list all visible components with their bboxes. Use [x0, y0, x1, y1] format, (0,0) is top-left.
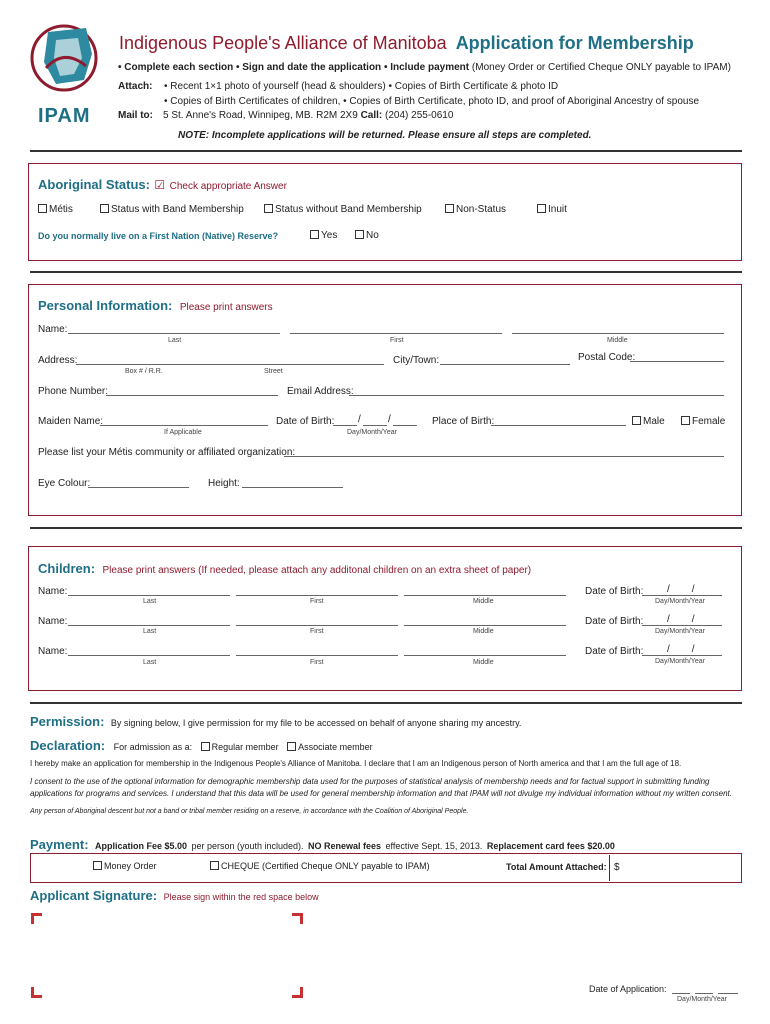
- child-1-last-field[interactable]: [68, 595, 230, 596]
- signature-title-line: [30, 887, 319, 905]
- child-dob-label: Date of Birth:: [585, 586, 644, 597]
- option-label: Non-Status: [456, 204, 507, 215]
- child-2-middle-field[interactable]: [404, 625, 566, 626]
- divider: [30, 527, 742, 529]
- dob-slashes: //: [667, 614, 717, 625]
- fee-amount: Application Fee $5.00: [94, 841, 188, 851]
- ipam-logo: [26, 18, 106, 128]
- corner-mark: [292, 987, 303, 998]
- replacement-fee: Replacement card fees $20.00: [486, 841, 615, 851]
- checkbox[interactable]: [537, 204, 546, 213]
- dollar-sign: $: [614, 862, 620, 873]
- checkbox[interactable]: [310, 230, 319, 239]
- dmy-caption: Day/Month/Year: [347, 429, 397, 436]
- permission-line: [30, 713, 521, 731]
- status-option-without-band[interactable]: [264, 204, 422, 215]
- middle-name-field[interactable]: [512, 333, 724, 334]
- city-field[interactable]: [440, 364, 570, 365]
- child-dob-label: Date of Birth:: [585, 616, 644, 627]
- gender-female[interactable]: [681, 416, 725, 427]
- child-3-first-field[interactable]: [236, 655, 398, 656]
- last-caption: Last: [143, 659, 157, 666]
- eye-colour-label: Eye Colour:: [38, 478, 91, 489]
- corner-mark: [292, 913, 303, 924]
- checkbox[interactable]: [681, 416, 690, 425]
- checkbox[interactable]: [100, 204, 109, 213]
- declaration-statement: I hereby make an application for membership in the Indigenous People's Alliance of Manitoba. I declare that I am an Indigenous person of North america and that I am the full age of 18.: [30, 759, 682, 768]
- dob-slash: /: [358, 414, 361, 425]
- last-caption: Last: [143, 628, 157, 635]
- logo-emblem-icon: [26, 18, 106, 98]
- application-month-field[interactable]: [695, 993, 713, 994]
- street-caption: Street: [264, 368, 283, 375]
- child-2-first-field[interactable]: [236, 625, 398, 626]
- page-title: [119, 33, 694, 54]
- incomplete-note: NOTE: Incomplete applications will be returned. Please ensure all steps are completed.: [178, 130, 592, 141]
- child-1-middle-field[interactable]: [404, 595, 566, 596]
- checkbox[interactable]: [38, 204, 47, 213]
- dob-slash: /: [388, 414, 391, 425]
- application-date-label: Date of Application:: [589, 984, 667, 994]
- option-label: Regular member: [211, 742, 279, 752]
- status-option-inuit[interactable]: [537, 204, 567, 215]
- status-option-with-band[interactable]: [100, 204, 244, 215]
- pob-field[interactable]: [491, 425, 626, 426]
- if-applicable-caption: If Applicable: [164, 429, 202, 436]
- option-label: Inuit: [548, 204, 567, 215]
- option-label: Money Order: [104, 861, 157, 871]
- metis-community-field[interactable]: [284, 456, 724, 457]
- corner-mark: [31, 913, 42, 924]
- postal-code-field[interactable]: [630, 361, 724, 362]
- dmy-caption: Day/Month/Year: [655, 598, 705, 605]
- city-label: City/Town:: [393, 355, 440, 366]
- dob-month-field[interactable]: [363, 425, 387, 426]
- pob-label: Place of Birth:: [432, 416, 495, 427]
- payment-title: Payment:: [30, 837, 89, 852]
- attach-item-1: • Recent 1×1 photo of yourself (head & shoulders) • Copies of Birth Certificate & photo ID: [164, 81, 559, 92]
- name-label: Name:: [38, 324, 68, 335]
- option-label: Associate member: [298, 742, 373, 752]
- first-caption: First: [310, 598, 324, 605]
- form-title: Application for Membership: [455, 33, 694, 53]
- attach-label: Attach:: [118, 81, 153, 92]
- children-title: Children:: [38, 561, 96, 576]
- child-dob-label: Date of Birth:: [585, 646, 644, 657]
- signature-title: Applicant Signature:: [30, 888, 158, 903]
- first-name-field[interactable]: [290, 333, 502, 334]
- personal-title-line: [38, 297, 273, 315]
- renewal-detail: effective Sept. 15, 2013.: [385, 841, 483, 851]
- option-label: Status without Band Membership: [275, 204, 422, 215]
- personal-title: Personal Information:: [38, 298, 173, 313]
- dob-year-field[interactable]: [393, 425, 417, 426]
- metis-community-label: Please list your Métis community or affiliated organization:: [38, 447, 296, 458]
- first-caption: First: [390, 337, 404, 344]
- payment-line: [30, 836, 615, 854]
- org-name: Indigenous People's Alliance of Manitoba: [119, 33, 447, 53]
- divider: [30, 150, 742, 152]
- child-1-first-field[interactable]: [236, 595, 398, 596]
- permission-title: Permission:: [30, 714, 105, 729]
- mail-address: 5 St. Anne's Road, Winnipeg, MB. R2M 2X9: [163, 110, 358, 121]
- option-label: Métis: [49, 204, 73, 215]
- children-title-line: [38, 560, 531, 578]
- aboriginal-hint: Check appropriate Answer: [169, 181, 287, 192]
- renewal-fee: NO Renewal fees: [308, 841, 382, 851]
- postal-label: Postal Code:: [578, 352, 636, 363]
- checkbox[interactable]: [93, 861, 102, 870]
- divider: [30, 271, 742, 273]
- phone-field[interactable]: [106, 395, 278, 396]
- membership-associate[interactable]: [287, 742, 373, 752]
- maiden-name-field[interactable]: [100, 425, 268, 426]
- middle-caption: Middle: [473, 598, 494, 605]
- first-caption: First: [310, 628, 324, 635]
- permission-text: By signing below, I give permission for my file to be accessed on behalf of anyone sharing my ancestry.: [110, 718, 522, 728]
- divider: [30, 702, 742, 704]
- checkbox[interactable]: [355, 230, 364, 239]
- declaration-title: Declaration:: [30, 738, 106, 753]
- reserve-yes[interactable]: [310, 230, 337, 241]
- checkbox[interactable]: [287, 742, 296, 751]
- check-icon: ☑: [154, 178, 166, 192]
- dob-label: Date of Birth:: [276, 416, 335, 427]
- descent-text: Any person of Aboriginal descent but not a band or tribal member residing on a reserve, in accordance with the Coalition of Aboriginal People.: [30, 808, 469, 815]
- reserve-no[interactable]: [355, 230, 379, 241]
- middle-caption: Middle: [607, 337, 628, 344]
- dob-slashes: //: [667, 644, 717, 655]
- total-label: Total Amount Attached:: [506, 862, 607, 872]
- middle-caption: Middle: [473, 628, 494, 635]
- status-option-non-status[interactable]: [445, 204, 506, 215]
- option-label: CHEQUE (Certified Cheque ONLY payable to IPAM): [221, 861, 430, 871]
- dmy-caption: Day/Month/Year: [655, 658, 705, 665]
- last-name-field[interactable]: [68, 333, 280, 334]
- height-field[interactable]: [242, 487, 343, 488]
- personal-info-section: [28, 284, 742, 516]
- option-label: Female: [692, 416, 726, 427]
- personal-hint: Please print answers: [179, 302, 273, 313]
- option-label: Yes: [321, 230, 338, 241]
- checkbox[interactable]: [445, 204, 454, 213]
- first-caption: First: [310, 659, 324, 666]
- mail-line: [163, 110, 453, 121]
- aboriginal-title: Aboriginal Status:: [38, 177, 150, 192]
- eye-colour-field[interactable]: [88, 487, 189, 488]
- maiden-label: Maiden Name:: [38, 416, 104, 427]
- height-label: Height:: [208, 478, 240, 489]
- membership-regular[interactable]: [201, 742, 279, 752]
- children-hint: Please print answers (If needed, please attach any additonal children on an extra sheet of paper): [102, 565, 532, 576]
- application-year-field[interactable]: [718, 993, 738, 994]
- checkbox[interactable]: [201, 742, 210, 751]
- aboriginal-title-line: [38, 176, 287, 194]
- email-label: Email Address:: [287, 386, 354, 397]
- last-caption: Last: [168, 337, 182, 344]
- child-2-dob-field[interactable]: [642, 625, 722, 626]
- steps-note: (Money Order or Certified Cheque ONLY payable to IPAM): [471, 62, 731, 73]
- email-field[interactable]: [349, 395, 724, 396]
- child-name-label: Name:: [38, 646, 68, 657]
- call-number: (204) 255-0610: [385, 110, 454, 121]
- application-day-field[interactable]: [672, 993, 690, 994]
- gender-male[interactable]: [632, 416, 665, 427]
- steps-text: • Complete each section • Sign and date the application • Include payment: [118, 62, 470, 73]
- signature-hint: Please sign within the red space below: [163, 892, 319, 902]
- last-caption: Last: [143, 598, 157, 605]
- attach-item-2: • Copies of Birth Certificates of children, • Copies of Birth Certificate, photo ID, and proof of Aboriginal Ancestry of spouse: [164, 96, 700, 107]
- dmy-caption: Day/Month/Year: [677, 996, 727, 1003]
- child-name-label: Name:: [38, 586, 68, 597]
- checkbox[interactable]: [264, 204, 273, 213]
- middle-caption: Middle: [473, 659, 494, 666]
- option-label: No: [366, 230, 379, 241]
- call-label: Call:: [360, 110, 383, 121]
- child-3-middle-field[interactable]: [404, 655, 566, 656]
- signature-area[interactable]: [31, 913, 303, 998]
- status-option-metis[interactable]: [38, 204, 73, 215]
- corner-mark: [31, 987, 42, 998]
- checkbox[interactable]: [210, 861, 219, 870]
- fee-detail: per person (youth included).: [191, 841, 304, 851]
- dob-slashes: //: [667, 584, 717, 595]
- child-2-last-field[interactable]: [68, 625, 230, 626]
- dob-day-field[interactable]: [333, 425, 357, 426]
- mail-label: Mail to:: [118, 110, 153, 121]
- phone-label: Phone Number:: [38, 386, 109, 397]
- admission-label: For admission as a:: [113, 742, 193, 752]
- address-field[interactable]: [76, 364, 384, 365]
- total-amount-field[interactable]: [609, 855, 740, 881]
- child-name-label: Name:: [38, 616, 68, 627]
- payment-cheque[interactable]: [210, 861, 430, 871]
- child-3-dob-field[interactable]: [642, 655, 722, 656]
- checkbox[interactable]: [632, 416, 641, 425]
- child-1-dob-field[interactable]: [642, 595, 722, 596]
- option-label: Male: [643, 416, 665, 427]
- payment-money-order[interactable]: [93, 861, 157, 871]
- steps-line: [118, 62, 731, 73]
- option-label: Status with Band Membership: [111, 204, 244, 215]
- declaration-line: [30, 737, 373, 755]
- reserve-question: Do you normally live on a First Nation (Native) Reserve?: [38, 231, 279, 241]
- child-3-last-field[interactable]: [68, 655, 230, 656]
- box-rr-caption: Box # / R.R.: [125, 368, 163, 375]
- dmy-caption: Day/Month/Year: [655, 628, 705, 635]
- consent-text: I consent to the use of the optional information for demographic membership data used for the purposes of statistical analysis of membership needs and for factual support in submitting funding applications for programs and services. I understand that this data will be used for general membership information and that IPAM will not divulge my individual information without my written consent.: [30, 777, 732, 798]
- logo-text: IPAM: [38, 105, 91, 127]
- address-label: Address:: [38, 355, 78, 366]
